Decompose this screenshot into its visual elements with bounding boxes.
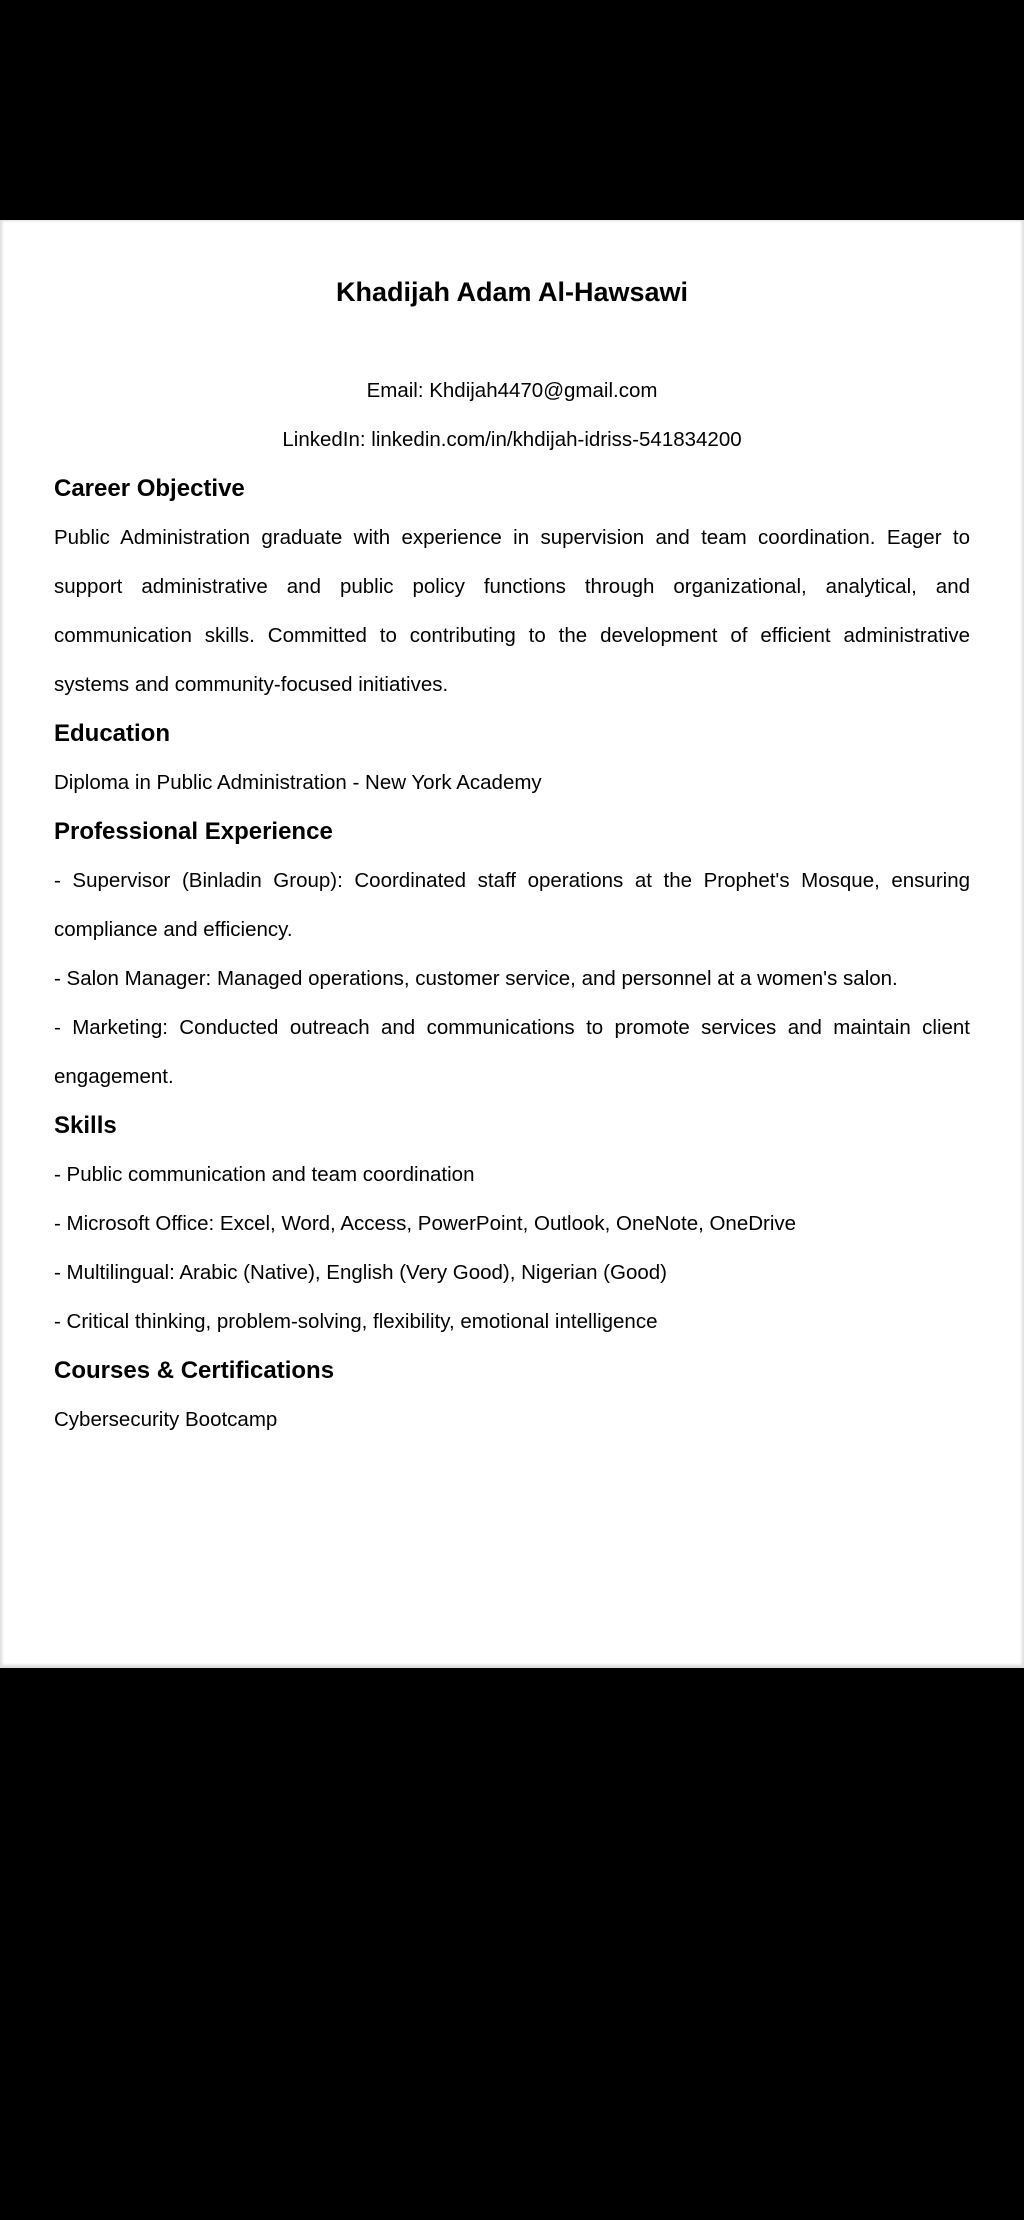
section-heading-skills: Skills	[54, 1112, 117, 1139]
section-heading-career-objective: Career Objective	[54, 475, 245, 502]
section-heading-experience: Professional Experience	[54, 818, 333, 845]
experience-item: - Supervisor (Binladin Group): Coordinated staff operations at the Prophet's Mosque, ensuring compliance and efficiency.	[54, 869, 970, 941]
skill-item: - Microsoft Office: Excel, Word, Access, PowerPoint, Outlook, OneNote, OneDrive	[54, 1212, 797, 1235]
resume-content	[54, 268, 970, 1444]
skill-item: - Critical thinking, problem-solving, flexibility, emotional intelligence	[54, 1310, 658, 1333]
education-item: Diploma in Public Administration - New York Academy	[54, 771, 542, 794]
contact-email: Email: Khdijah4470@gmail.com	[366, 379, 658, 402]
career-objective-text: Public Administration graduate with experience in supervision and team coordination. Eager to support administrative and public policy functions through organizational, analytical, and communication skills. Committed to contributing to the development of efficient administrative systems and community-focused initiatives.	[54, 526, 970, 696]
skill-item: - Multilingual: Arabic (Native), English (Very Good), Nigerian (Good)	[54, 1261, 667, 1284]
resume-page	[0, 220, 1024, 1668]
resume-name: Khadijah Adam Al-Hawsawi	[335, 277, 689, 307]
skill-item: - Public communication and team coordination	[54, 1163, 475, 1186]
section-heading-courses: Courses & Certifications	[54, 1357, 335, 1384]
contact-linkedin: LinkedIn: linkedin.com/in/khdijah-idriss-541834200	[282, 428, 742, 451]
course-item: Cybersecurity Bootcamp	[54, 1408, 278, 1431]
experience-item: - Marketing: Conducted outreach and communications to promote services and maintain client engagement.	[54, 1016, 970, 1088]
section-heading-education: Education	[54, 720, 171, 747]
experience-item: - Salon Manager: Managed operations, customer service, and personnel at a women's salon.	[54, 967, 898, 990]
